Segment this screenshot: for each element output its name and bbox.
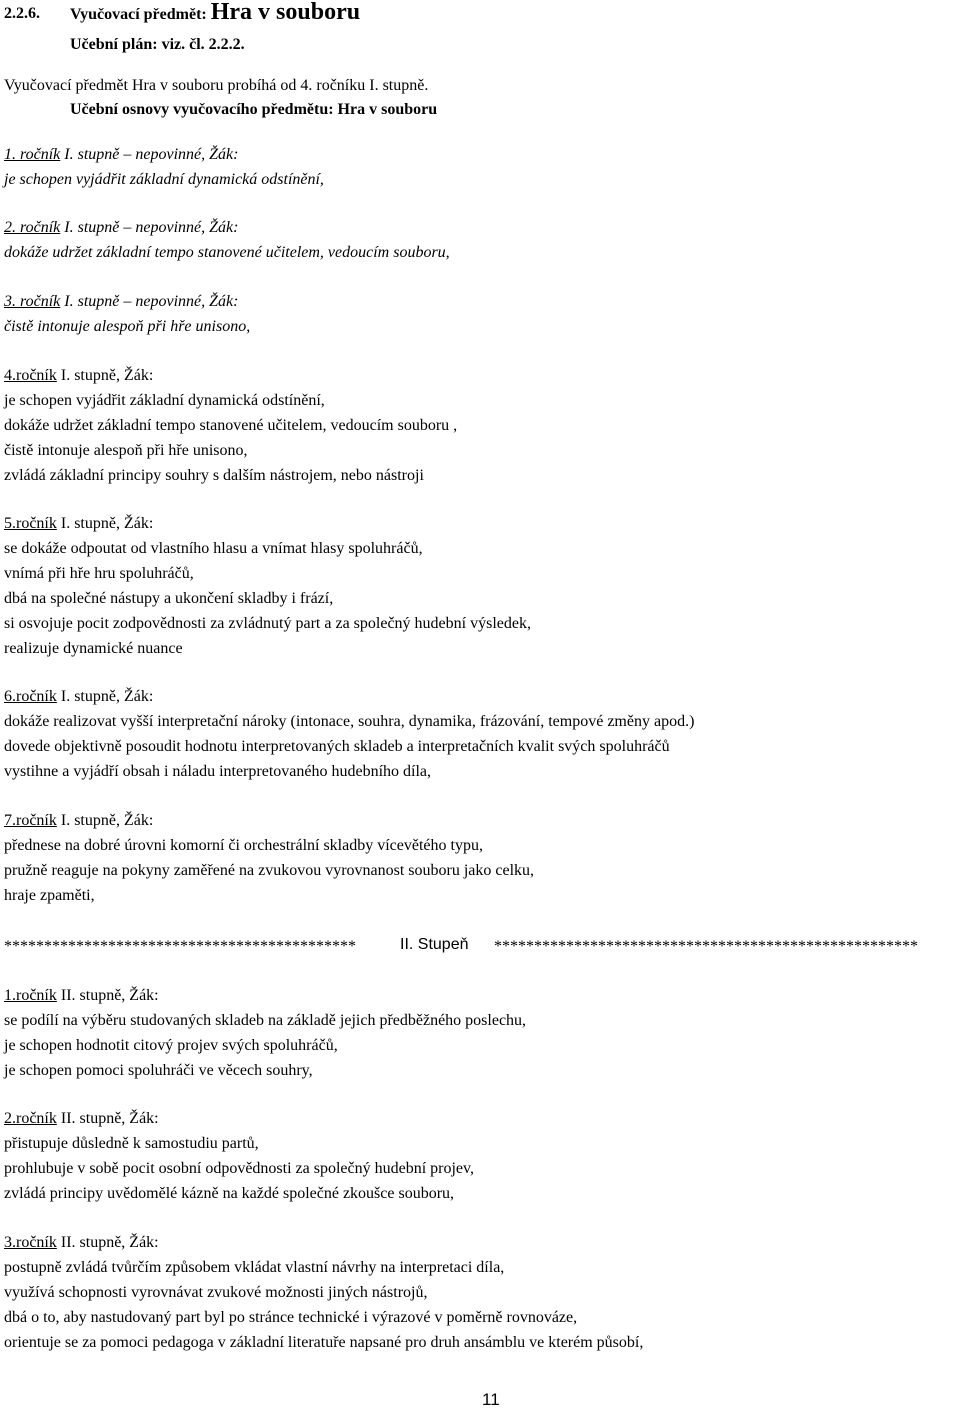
grade-7-heading: 7.ročník I. stupně, Žák: [4,812,154,829]
study-plan: Učební plán: viz. čl. 2.2.2. [70,36,245,53]
stage-separator-right: ***************************************************** [494,938,918,955]
stage2-grade-2-heading: 2.ročník II. stupně, Žák: [4,1110,159,1127]
stage2-grade-3-line: postupně zvládá tvůrčím způsobem vkládat vlastní návrhy na interpretaci díla, [4,1259,505,1276]
stage2-grade-2-line: přistupuje důsledně k samostudiu partů, [4,1135,259,1152]
stage2-grade-1-line: je schopen pomoci spoluhráči ve věcech souhry, [4,1062,313,1079]
grade-3-line: čistě intonuje alespoň při hře unisono, [4,318,251,335]
grade-1-line: je schopen vyjádřit základní dynamická odstínění, [4,171,324,188]
osnovy-title: Učební osnovy vyučovacího předmětu: Hra v souboru [70,101,438,118]
grade-2-line: dokáže udržet základní tempo stanovené učitelem, vedoucím souboru, [4,244,450,261]
intro-text: Vyučovací předmět Hra v souboru probíhá od 4. ročníku I. stupně. [4,77,429,94]
stage2-grade-1-line: se podílí na výběru studovaných skladeb na základě jejich předběžného poslechu, [4,1012,527,1029]
stage2-grade-2-line: zvládá principy uvědomělé kázně na každé společné zkoušce souboru, [4,1185,455,1202]
grade-5-line: vnímá při hře hru spoluhráčů, [4,565,194,582]
grade-5-heading: 5.ročník I. stupně, Žák: [4,515,154,532]
subject-prefix: Vyučovací předmět: [70,6,207,23]
stage-separator-label: II. Stupeň [400,936,469,953]
stage2-grade-3-heading: 3.ročník II. stupně, Žák: [4,1234,159,1251]
grade-4-line: je schopen vyjádřit základní dynamická odstínění, [4,392,325,409]
grade-5-line: dbá na společné nástupy a ukončení skladby i frází, [4,590,334,607]
subject-title: Hra v souboru [210,0,361,25]
page-number: 11 [482,1390,500,1409]
grade-2-heading: 2. ročník I. stupně – nepovinné, Žák: [4,219,239,236]
grade-7-line: pružně reaguje na pokyny zaměřené na zvukovou vyrovnanost souboru jako celku, [4,862,535,879]
grade-1-heading: 1. ročník I. stupně – nepovinné, Žák: [4,146,239,163]
grade-4-heading: 4.ročník I. stupně, Žák: [4,367,154,384]
grade-5-line: realizuje dynamické nuance [4,640,183,657]
grade-5-line: se dokáže odpoutat od vlastního hlasu a vnímat hlasy spoluhráčů, [4,540,423,557]
grade-6-line: dovede objektivně posoudit hodnotu interpretovaných skladeb a interpretačních kvalit svých spoluhráčů [4,738,670,755]
subject-heading [70,0,360,28]
stage2-grade-1-line: je schopen hodnotit citový projev svých spoluhráčů, [4,1037,338,1054]
grade-4-line: zvládá základní principy souhry s dalším nástrojem, nebo nástroji [4,467,424,484]
stage2-grade-3-line: orientuje se za pomoci pedagoga v základní literatuře napsané pro druh ansámblu ve kterém působí, [4,1334,644,1351]
grade-3-heading: 3. ročník I. stupně – nepovinné, Žák: [4,293,239,310]
grade-6-line: vystihne a vyjádří obsah i náladu interpretovaného hudebního díla, [4,763,431,780]
stage2-grade-2-line: prohlubuje v sobě pocit osobní odpovědnosti za společný hudební projev, [4,1160,474,1177]
section-number: 2.2.6. [4,5,40,22]
grade-7-line: přednese na dobré úrovni komorní či orchestrální skladby vícevětého typu, [4,837,483,854]
grade-4-line: dokáže udržet základní tempo stanovené učitelem, vedoucím souboru , [4,417,458,434]
grade-6-line: dokáže realizovat vyšší interpretační nároky (intonace, souhra, dynamika, frázování, tempové změny apod.) [4,713,695,730]
grade-4-line: čistě intonuje alespoň při hře unisono, [4,442,248,459]
grade-6-heading: 6.ročník I. stupně, Žák: [4,688,154,705]
grade-5-line: si osvojuje pocit zodpovědnosti za zvládnutý part a za společný hudební výsledek, [4,615,531,632]
grade-7-line: hraje zpaměti, [4,887,95,904]
stage-separator-left: ******************************************** [4,938,356,955]
stage2-grade-3-line: využívá schopnosti vyrovnávat zvukové možnosti jiných nástrojů, [4,1284,428,1301]
stage2-grade-3-line: dbá o to, aby nastudovaný part byl po stránce technické i výrazové v poměrně rovnováze, [4,1309,578,1326]
stage2-grade-1-heading: 1.ročník II. stupně, Žák: [4,987,159,1004]
